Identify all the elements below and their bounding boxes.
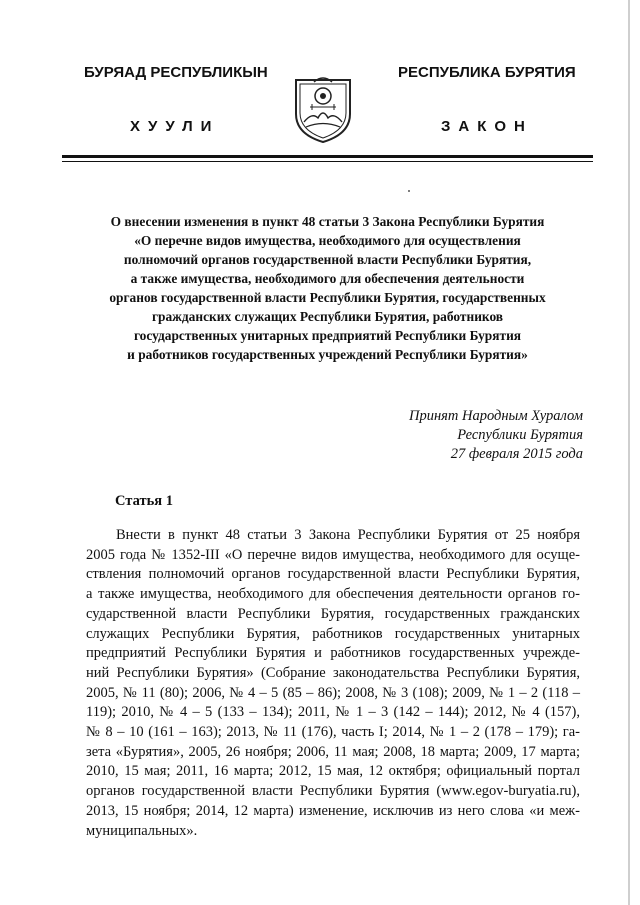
title-line: гражданских служащих Республики Бурятия, работников (151, 309, 504, 324)
title-line: полномочий органов государственной власти Республики Бурятия, (123, 252, 532, 267)
body-line: органов государственной власти Республики Бурятия (www.egov-buryatia.ru), (86, 783, 580, 800)
header-rule-thick (62, 155, 593, 158)
title-line: а также имущества, необходимого для обеспечения деятельности (130, 271, 525, 286)
law-title (62, 212, 593, 364)
body-line: 119); 2010, № 4 – 5 (133 – 134); 2011, № 1 – 3 (142 – 144); 2012, № 4 (157), (86, 704, 580, 721)
header-rule-thin (62, 161, 593, 162)
body-line: № 8 – 10 (161 – 163); 2013, № 11 (176), часть I; 2014, № 1 – 2 (178 – 179); га- (86, 724, 580, 741)
body-line: 2005 года № 1352-III «О перечне видов имущества, необходимого для осуще- (86, 546, 580, 563)
body-line: а также имущества, необходимого для обеспечения деятельности органов го- (86, 586, 580, 603)
article-body (86, 526, 580, 841)
article-heading: Статья 1 (115, 493, 173, 509)
body-line: муниципальных». (86, 822, 198, 839)
adoption-line: Принят Народным Хуралом (408, 408, 583, 424)
adoption-note (409, 407, 583, 464)
adoption-line: 27 февраля 2015 года (450, 446, 583, 462)
title-line: государственных унитарных предприятий Республики Бурятия (133, 328, 522, 343)
body-line: ствления полномочий органов государственной власти Республики Бурятия, (86, 566, 580, 583)
page-edge (628, 0, 630, 905)
title-line: О внесении изменения в пункт 48 статьи 3 Закона Республики Бурятия (110, 214, 545, 229)
body-line: служащих Республики Бурятия, работников государственных унитарных (86, 625, 580, 642)
body-line: 2005, № 11 (80); 2006, № 4 – 5 (85 – 86); 2008, № 3 (108); 2009, № 1 – 2 (118 – (86, 684, 580, 701)
adoption-line: Республики Бурятия (457, 427, 583, 443)
title-line: органов государственной власти Республики Бурятия, государственных (109, 290, 546, 305)
title-line: и работников государственных учреждений Республики Бурятия» (127, 347, 528, 362)
title-line: «О перечне видов имущества, необходимого для осуществления (134, 233, 521, 248)
body-line: зета «Бурятия», 2005, 26 ноября; 2006, 11 мая; 2008, 18 марта; 2009, 17 марта; (86, 743, 580, 760)
body-line: 2013, 15 ноября; 2014, 12 марта) изменение, исключив из него слова «и меж- (86, 802, 580, 819)
coat-of-arms-icon (292, 72, 354, 144)
header-right-doc-type: ЗАКОН (441, 118, 533, 135)
header-left-doc-type: ХУУЛИ (130, 118, 220, 135)
header-left-title: БУРЯАД РЕСПУБЛИКЫН (84, 64, 268, 81)
body-line: 2010, 15 мая; 2011, 16 марта; 2012, 15 мая, 12 октября; официальный портал (86, 763, 580, 780)
header-right-title: РЕСПУБЛИКА БУРЯТИЯ (398, 64, 576, 81)
body-line: сударственной власти Республики Бурятия, государственных гражданских (86, 605, 580, 622)
speck (408, 190, 410, 192)
body-line: ний Республики Бурятия» (Собрание законодательства Республики Бурятия, (86, 664, 580, 681)
body-line: Внести в пункт 48 статьи 3 Закона Республики Бурятия от 25 ноября (116, 527, 580, 543)
body-line: предприятий Республики Бурятия и работников государственных учрежде- (86, 645, 580, 662)
